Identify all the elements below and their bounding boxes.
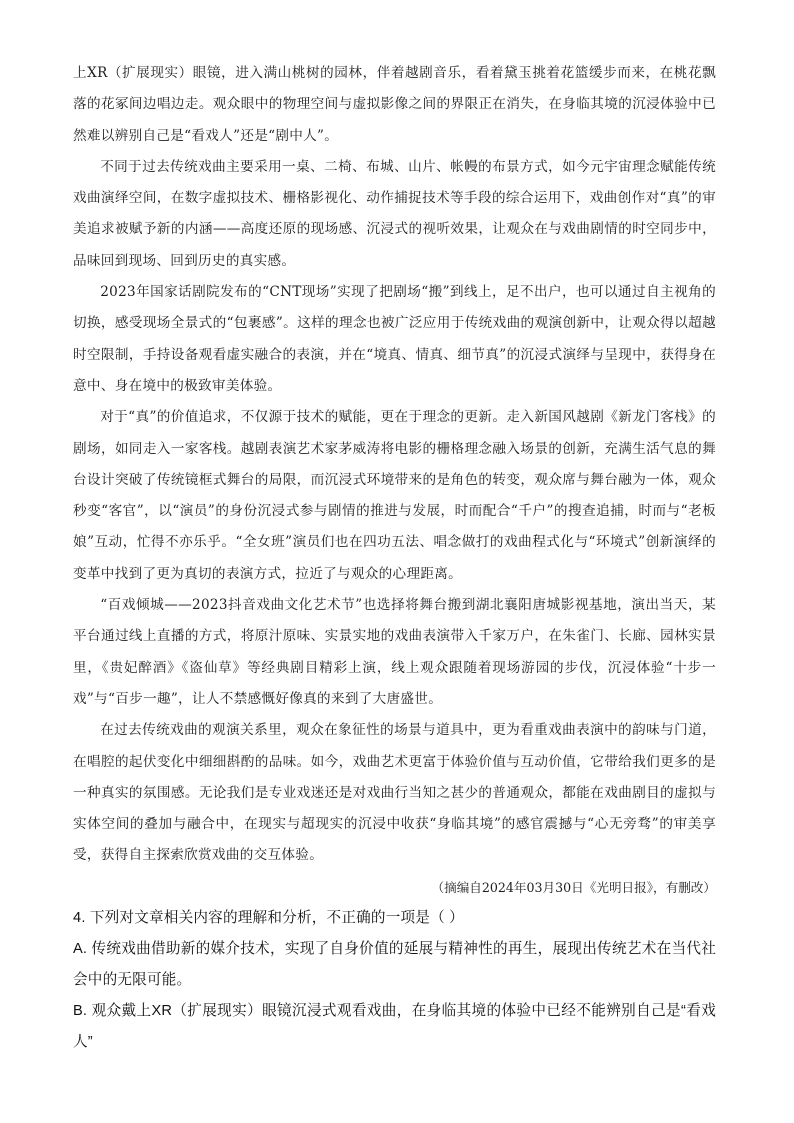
article-paragraph-3: 2023年国家话剧院发布的“CNT现场”实现了把剧场“搬”到线上，足不出户，也可以通过自主视角的切换，感受现场全景式的“包裹感”。这样的理念也被广泛应用于传统戏曲的观演创新中，让观众得以超越时空限制，手持设备观看虚实融合的表演，并在“境真、情真、细节真”的沉浸式演绎与呈现中，获得身在意中、身在境中的极致审美体验。 [73,284,716,394]
question-option-b: B. 观众戴上XR（扩展现实）眼镜沉浸式观看戏曲，在身临其境的体验中已经不能辨别自己是“看戏人” [73,1002,716,1050]
question-stem: 4. 下列对文章相关内容的理解和分析，不正确的一项是（ ） [73,909,464,926]
article-paragraph-4: 对于“真”的价值追求，不仅源于技术的赋能，更在于理念的更新。走入新国风越剧《新龙门客栈》的剧场，如同走入一家客栈。越剧表演艺术家茅威涛将电影的栅格理念融入场景的创新，充满生活气息的舞台设计突破了传统镜框式舞台的局限，而沉浸式环境带来的是角色的转变，观众席与舞台融为一体，观众秒变“客官”，以“演员”的身份沉浸式参与剧情的推进与发展，时而配合“千户”的搜查追捕，时而与“老板娘”互动，忙得不亦乐乎。“全女班”演员们也在四功五法、唱念做打的戏曲程式化与“环境式”创新演绎的变革中找到了更为真切的表演方式，拉近了与观众的心理距离。 [73,409,716,582]
article-source: （摘编自2024年03月30日《光明日报》，有删改） [431,879,716,895]
article-paragraph-2: 不同于过去传统戏曲主要采用一桌、二椅、布城、山片、帐幔的布景方式，如今元宇宙理念赋能传统戏曲演绎空间，在数字虚拟技术、栅格影视化、动作捕捉技术等手段的综合运用下，戏曲创作对“真”的审美追求被赋予新的内涵——高度还原的现场感、沉浸式的视听效果，让观众在与戏曲剧情的时空同步中，品味回到现场、回到历史的真实感。 [73,158,716,269]
article-paragraph-1: 上XR（扩展现实）眼镜，进入满山桃树的园林，伴着越剧音乐，看着黛玉挑着花篮缓步而来，在桃花飘落的花冢间边唱边走。观众眼中的物理空间与虚拟影像之间的界限正在消失，在身临其境的沉浸体验中已然难以辨别自己是“看戏人”还是“剧中人”。 [73,65,716,144]
article-paragraph-5: “百戏倾城——2023抖音戏曲文化艺术节”也选择将舞台搬到湖北襄阳唐城影视基地，演出当天，某平台通过线上直播的方式，将原汁原味、实景实地的戏曲表演带入千家万户，在朱雀门、长廊、园林实景里，《贵妃醉酒》《盗仙草》等经典剧目精彩上演，线上观众跟随着现场游园的步伐，沉浸体验“十步一戏”与“百步一趣”，让人不禁感慨好像真的来到了大唐盛世。 [73,597,716,707]
article-paragraph-6: 在过去传统戏曲的观演关系里，观众在象征性的场景与道具中，更为看重戏曲表演中的韵味与门道，在唱腔的起伏变化中细细斟酌的品味。如今，戏曲艺术更富于体验价值与互动价值，它带给我们更多的是一种真实的氛围感。无论我们是专业戏迷还是对戏曲行当知之甚少的普通观众，都能在戏曲剧目的虚拟与实体空间的叠加与融合中，在现实与超现实的沉浸中收获“身临其境”的感官震撼与“心无旁骛”的审美享受，获得自主探索欣赏戏曲的交互体验。 [73,722,716,864]
question-block [73,903,716,1058]
article-body [73,58,716,903]
question-option-a: A. 传统戏曲借助新的媒介技术，实现了自身价值的延展与精神性的再生，展现出传统艺术在当代社会中的无限可能。 [73,940,716,988]
